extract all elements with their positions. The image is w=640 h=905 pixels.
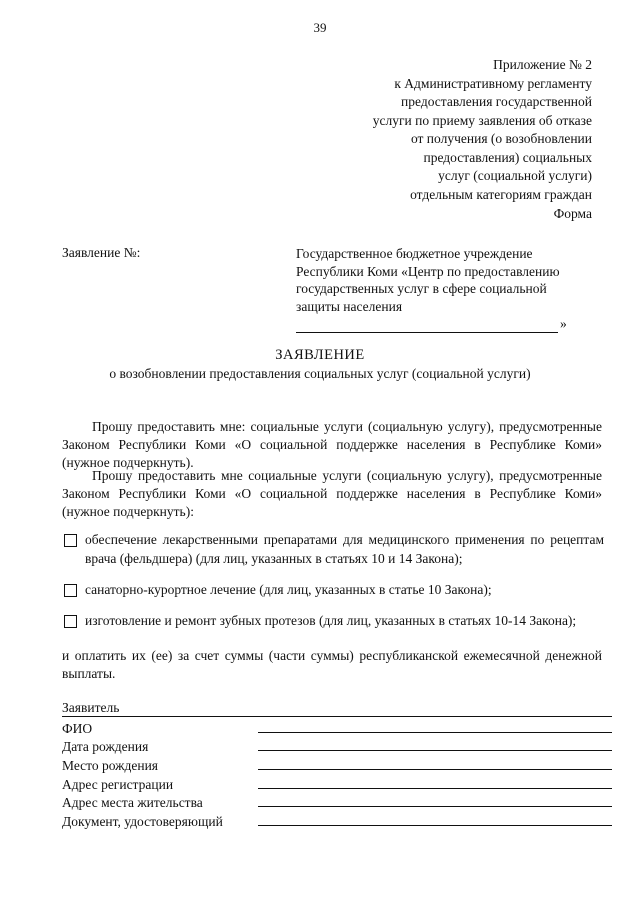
- field-row-birth-place: [62, 754, 612, 773]
- field-label: Адрес места жительства: [62, 795, 203, 811]
- addressee-blank-line[interactable]: [296, 320, 558, 333]
- document-title: ЗАЯВЛЕНИЕ: [275, 347, 365, 363]
- applicant-title: Заявитель: [62, 700, 612, 717]
- appendix-block: [292, 56, 592, 204]
- paragraph-2: [62, 467, 602, 521]
- field-label: ФИО: [62, 720, 93, 736]
- closing-quote: »: [560, 316, 567, 331]
- identity-document-input-line[interactable]: [258, 825, 612, 826]
- paragraph-1-text: Прошу предоставить мне: социальные услуги (социальную услугу), предусмотренные Законом Республики Коми «О социальной поддержке населения в Республике Коми» (нужное подчеркнуть).: [62, 419, 602, 470]
- birth-place-input-line[interactable]: [258, 769, 612, 770]
- field-row-identity-document: [62, 810, 612, 829]
- addressee-line: защиты населения: [296, 298, 403, 314]
- appendix-line: к Административному регламенту: [394, 75, 592, 91]
- checkbox[interactable]: [64, 534, 77, 547]
- registration-address-input-line[interactable]: [258, 788, 612, 789]
- option-dental: [64, 612, 604, 631]
- field-label: Адрес регистрации: [62, 776, 174, 792]
- applicant-section: [62, 700, 612, 829]
- field-row-fio: [62, 717, 612, 736]
- field-label: Место рождения: [62, 758, 159, 774]
- page-number: 39: [313, 20, 327, 35]
- appendix-line: отдельным категориям граждан: [410, 186, 592, 202]
- application-number-label: Заявление №:: [62, 245, 141, 260]
- checkbox[interactable]: [64, 615, 77, 628]
- appendix-line: Приложение № 2: [493, 57, 592, 72]
- field-label: Документ, удостоверяющий: [62, 814, 223, 830]
- form-label: Форма: [553, 206, 592, 221]
- field-row-residence-address: [62, 792, 612, 811]
- option-text: изготовление и ремонт зубных протезов (для лиц, указанных в статьях 10-14 Закона);: [85, 613, 577, 628]
- closing-paragraph: и оплатить их (ее) за счет суммы (части суммы) республиканской ежемесячной денежной выплаты.: [62, 648, 602, 681]
- addressee-line: Государственное бюджетное учреждение: [296, 246, 533, 261]
- field-row-birth-date: [62, 736, 612, 755]
- field-label: Дата рождения: [62, 739, 149, 755]
- addressee-block: [296, 245, 596, 333]
- appendix-line: предоставления) социальных: [423, 149, 592, 165]
- paragraph-2-text: Прошу предоставить мне социальные услуги (социальную услугу), предусмотренные Законом Республики Коми «О социальной поддержке населения в Республике Коми» (нужное подчеркнуть):: [62, 468, 602, 519]
- field-row-registration-address: [62, 773, 612, 792]
- option-text: обеспечение лекарственными препаратами для медицинского применения по рецептам врача (фельдшера) (для лиц, указанных в статьях 10 и 14 Закона);: [85, 532, 604, 566]
- option-medicines: [64, 531, 604, 568]
- addressee-line: государственных услуг в сфере социальной: [296, 281, 547, 296]
- document-subtitle: о возобновлении предоставления социальных услуг (социальной услуги): [109, 366, 531, 381]
- addressee-blank-row: [296, 315, 596, 333]
- appendix-line: предоставления государственной: [401, 94, 592, 109]
- appendix-line: услуги по приему заявления об отказе: [372, 112, 592, 128]
- option-text: санаторно-курортное лечение (для лиц, указанных в статье 10 Закона);: [85, 582, 492, 597]
- appendix-line: услуг (социальной услуги): [438, 168, 592, 183]
- checkbox[interactable]: [64, 584, 77, 597]
- birth-date-input-line[interactable]: [258, 750, 612, 751]
- appendix-line: от получения (о возобновлении: [410, 131, 592, 146]
- residence-address-input-line[interactable]: [258, 806, 612, 807]
- paragraph-1: [62, 418, 602, 472]
- fio-input-line[interactable]: [258, 732, 612, 733]
- option-sanatorium: [64, 581, 604, 600]
- addressee-line: Республики Коми «Центр по предоставлению: [296, 263, 560, 279]
